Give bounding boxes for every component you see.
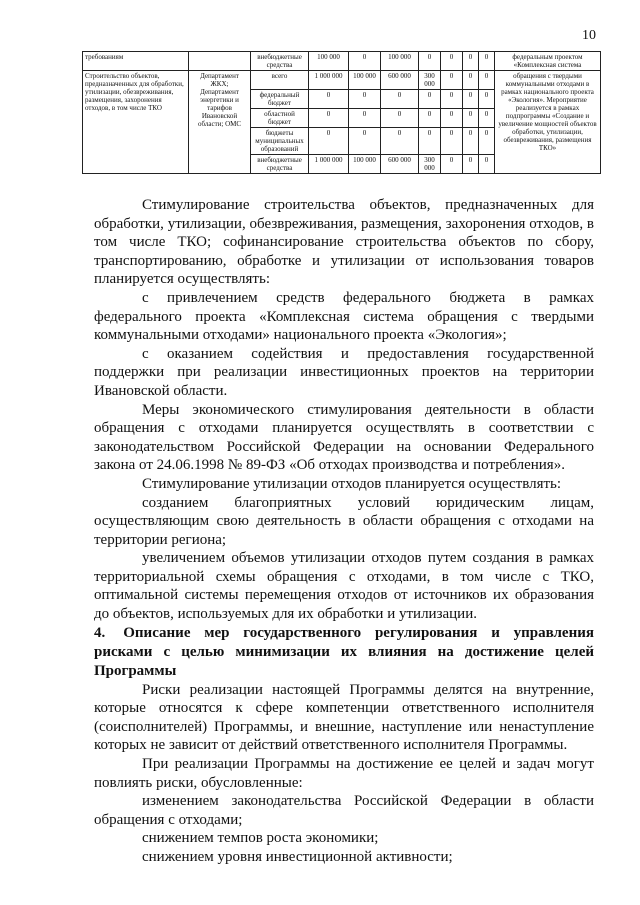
executor-cell: Департамент ЖКХ; Департамент энергетики и тарифов Ивановской области; ОМС xyxy=(189,71,251,174)
activity-cell: требованиям xyxy=(83,52,189,71)
value-cell: 0 xyxy=(463,90,479,109)
activity-cell: Строительство объектов, предназначенных для обработки, утилизации, обезвреживания, размещения, захоронения отходов, в том числе ТКО xyxy=(83,71,189,174)
value-cell: 1 000 000 xyxy=(309,155,349,174)
value-cell: 0 xyxy=(309,90,349,109)
source-cell: всего xyxy=(251,71,309,90)
paragraph: снижением темпов роста экономики; xyxy=(142,830,379,847)
paragraph: Риски реализации настоящей Программы делятся на внутренние, которые относятся к сфере компетенции ответственного исполнителя (соисполнителей) Программы, и внешние, наступление или ненаступление которых не зависит от действий ответственного исполнителя Программы. xyxy=(94,681,594,754)
value-cell: 0 xyxy=(419,90,441,109)
value-cell: 0 xyxy=(479,90,495,109)
funding-table xyxy=(82,51,601,174)
value-cell: 0 xyxy=(441,90,463,109)
paragraph: Стимулирование строительства объектов, предназначенных для обработки, утилизации, обезвреживания, размещения, захоронения отходов, в том числе ТКО; софинансирование строительства объектов по сбору, транспортированию, обработке и утилизации от использования товаров планируется осуществлять: xyxy=(94,197,594,288)
value-cell: 0 xyxy=(441,52,463,71)
paragraph: с оказанием содействия и предоставления государственной поддержки при реализации инвестиционных проектов на территории Ивановской области. xyxy=(94,345,594,399)
value-cell: 0 xyxy=(441,71,463,90)
value-cell: 0 xyxy=(349,52,381,71)
value-cell: 300 000 xyxy=(419,155,441,174)
paragraph: изменением законодательства Российской Федерации в области обращения с отходами; xyxy=(94,793,594,828)
value-cell: 0 xyxy=(441,128,463,155)
paragraph: увеличением объемов утилизации отходов путем создания в рамках территориальной схемы обращения с отходами, в том числе с ТКО, оптимальной системы перемещения отходов от источников их образования до объектов, используемых для их обработки и утилизации. xyxy=(94,550,594,623)
value-cell: 300 000 xyxy=(419,71,441,90)
value-cell: 0 xyxy=(381,109,419,128)
note-cell: федеральным проектом «Комплексная система xyxy=(495,52,601,71)
source-cell: внебюджетные средства xyxy=(251,52,309,71)
section-number: 4. xyxy=(94,624,106,641)
value-cell: 0 xyxy=(419,109,441,128)
value-cell: 1 000 000 xyxy=(309,71,349,90)
value-cell: 0 xyxy=(479,71,495,90)
paragraph: При реализации Программы на достижение ее целей и задач могут повлиять риски, обусловленные: xyxy=(94,756,594,791)
value-cell: 0 xyxy=(441,155,463,174)
executor-cell xyxy=(189,52,251,71)
value-cell: 0 xyxy=(463,71,479,90)
value-cell: 0 xyxy=(349,128,381,155)
note-cell: обращения с твердыми коммунальными отходами в рамках национального проекта «Экология». Мероприятие реализуется в рамках подпрограммы «Создание и увеличение мощностей объектов обработки, утилизации, обезвреживания, размещения ТКО» xyxy=(495,71,601,174)
value-cell: 0 xyxy=(349,109,381,128)
value-cell: 0 xyxy=(463,155,479,174)
source-cell: областной бюджет xyxy=(251,109,309,128)
value-cell: 100 000 xyxy=(349,71,381,90)
paragraph: снижением уровня инвестиционной активности; xyxy=(142,849,453,865)
document-body xyxy=(94,196,594,867)
value-cell: 600 000 xyxy=(381,155,419,174)
value-cell: 0 xyxy=(381,90,419,109)
source-cell: бюджеты муниципальных образований xyxy=(251,128,309,155)
page-number: 10 xyxy=(582,28,596,43)
paragraph: Меры экономического стимулирования деятельности в области обращения с отходами планируется осуществлять в соответствии с законодательством Российской Федерации на основании Федерального закона от 24.06.1998 № 89-ФЗ «Об отходах производства и потребления». xyxy=(94,401,594,474)
section-title: Описание мер государственного регулирования и управления рисками с целью минимизации их влияния на достижение целей Программы xyxy=(94,624,594,679)
paragraph: созданием благоприятных условий юридическим лицам, осуществляющим свою деятельность в области обращения с отходами на территории региона; xyxy=(94,494,594,548)
value-cell: 0 xyxy=(419,128,441,155)
paragraph: с привлечением средств федерального бюджета в рамках федерального проекта «Комплексная система обращения с твердыми коммунальными отходами» национального проекта «Экология»; xyxy=(94,289,594,344)
value-cell: 0 xyxy=(381,128,419,155)
value-cell: 100 000 xyxy=(309,52,349,71)
table-row xyxy=(83,71,601,90)
value-cell: 0 xyxy=(349,90,381,109)
value-cell: 0 xyxy=(441,109,463,128)
value-cell: 0 xyxy=(419,52,441,71)
paragraph: Стимулирование утилизации отходов планируется осуществлять: xyxy=(142,475,562,492)
table-row xyxy=(83,52,601,71)
value-cell: 0 xyxy=(479,52,495,71)
value-cell: 100 000 xyxy=(349,155,381,174)
value-cell: 100 000 xyxy=(381,52,419,71)
value-cell: 0 xyxy=(479,128,495,155)
value-cell: 0 xyxy=(463,109,479,128)
source-cell: федеральный бюджет xyxy=(251,90,309,109)
value-cell: 0 xyxy=(479,109,495,128)
section-heading xyxy=(94,624,594,681)
value-cell: 0 xyxy=(479,155,495,174)
value-cell: 0 xyxy=(463,52,479,71)
value-cell: 600 000 xyxy=(381,71,419,90)
value-cell: 0 xyxy=(463,128,479,155)
value-cell: 0 xyxy=(309,128,349,155)
value-cell: 0 xyxy=(309,109,349,128)
source-cell: внебюджетные средства xyxy=(251,155,309,174)
